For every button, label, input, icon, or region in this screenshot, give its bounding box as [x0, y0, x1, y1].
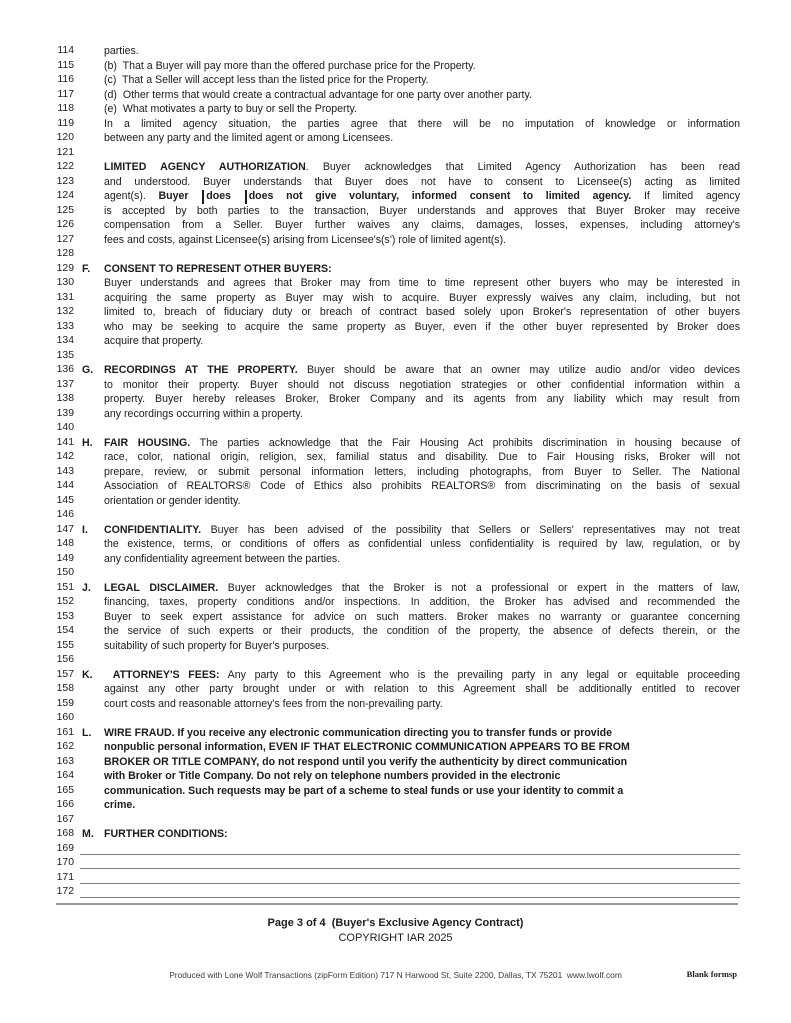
section-letter: G.: [82, 364, 94, 376]
line-number: 121: [56, 146, 74, 158]
document-line: [0, 262, 791, 277]
line-text: [104, 465, 740, 480]
document-line: [0, 175, 791, 190]
text-segment: and understood. Buyer understands that Buyer does not have to consent to Licensee(s) acting as limited: [104, 175, 740, 188]
text-segment: is accepted by both parties to the transaction, Buyer understands and approves that Buyer Broker may receive: [104, 204, 740, 217]
text-segment: (b) That a Buyer will pay more than the offered purchase price for the Property.: [104, 59, 476, 72]
document-line: [0, 160, 791, 175]
section-letter: M.: [82, 828, 94, 840]
text-segment: acquire that property.: [104, 335, 204, 347]
document-line: [0, 392, 791, 407]
line-number: 148: [56, 538, 74, 549]
document-line: [0, 668, 791, 683]
document-line: [0, 436, 791, 451]
text-segment: agent(s).: [104, 190, 159, 202]
line-number: 126: [56, 219, 74, 230]
line-text: [104, 610, 740, 625]
text-segment: the service of such experts or their products, the condition of the property, the absence of defects therein, or the: [104, 625, 740, 637]
text-segment: Buyer should be aware that an owner may utilize audio and/or video devices: [297, 364, 741, 376]
document-line: [0, 59, 791, 74]
bold-text-segment: CONSENT TO REPRESENT OTHER BUYERS:: [104, 262, 332, 275]
line-number: 132: [56, 306, 74, 317]
document-line: [0, 276, 791, 291]
footer-form-tag: Blank formsp: [686, 969, 737, 979]
text-segment: Buyer has been advised of the possibility that Sellers or Sellers' representatives may not treat: [201, 523, 740, 536]
section-letter: H.: [82, 436, 93, 449]
document-line: [0, 131, 791, 146]
footer-copyright: COPYRIGHT IAR 2025: [338, 931, 453, 944]
text-segment: race, color, national origin, religion, sex, familial status and disability. Due to Fair Housing risks, Broker will not: [104, 451, 740, 463]
line-text: [104, 523, 740, 538]
line-text: [104, 798, 740, 813]
bold-text-segment: nonpublic personal information, EVEN IF THAT ELECTRONIC COMMUNICATION APPEARS TO BE FROM: [104, 741, 630, 753]
line-text: [104, 334, 740, 349]
line-number: 166: [56, 799, 74, 810]
line-number: 137: [56, 378, 74, 390]
line-text: [104, 697, 740, 712]
section-letter: F.: [82, 262, 91, 275]
line-text: [104, 595, 740, 610]
text-segment: Buyer understands and agrees that Broker may from time to time represent other buyers who may be interested in: [104, 277, 740, 289]
line-number: 157: [56, 668, 74, 680]
document-line: [0, 334, 791, 349]
document-line: [0, 450, 791, 465]
document-line: [0, 581, 791, 596]
footer-divider: [56, 903, 738, 905]
document-line: [0, 653, 791, 668]
line-text: [104, 769, 740, 784]
text-segment: any confidentiality agreement between the parties.: [104, 552, 341, 565]
line-text: [104, 88, 740, 103]
checkbox-does[interactable]: [202, 190, 204, 204]
document-line: [0, 378, 791, 393]
line-number: 141: [56, 436, 74, 448]
document-line: [0, 102, 791, 117]
text-segment: limited to, breach of fiduciary duty or breach of contract based solely upon Broker's representation of other buyers: [104, 306, 740, 318]
blank-fill-line[interactable]: [80, 842, 740, 855]
bold-text-segment: LIMITED AGENCY AUTHORIZATION: [104, 161, 306, 173]
text-segment: Buyer acknowledges that the Broker is not a professional or expert in the matters of law,: [218, 581, 741, 594]
line-text: [104, 537, 740, 552]
line-number: 153: [56, 610, 74, 622]
document-line: [0, 610, 791, 625]
section-letter: J.: [82, 581, 91, 594]
blank-fill-line[interactable]: [80, 871, 740, 884]
document-line: [0, 755, 791, 770]
line-number: 164: [56, 770, 74, 781]
line-number: 165: [56, 784, 74, 796]
document-line: [0, 711, 791, 726]
bold-text-segment: ATTORNEY'S FEES:: [104, 668, 220, 681]
line-number: 159: [56, 697, 74, 709]
section-letter: L.: [82, 726, 92, 739]
line-text: [104, 363, 740, 378]
bold-text-segment: Buyer: [158, 190, 202, 202]
text-segment: any recordings occurring within a property.: [104, 407, 303, 420]
text-segment: Association of REALTORS® Code of Ethics also prohibits REALTORS® from discriminating on the basis of sexual: [104, 480, 740, 492]
document-line: [0, 740, 791, 755]
line-text: [104, 102, 740, 117]
line-text: [104, 392, 740, 407]
line-text: [104, 552, 740, 567]
document-line: [0, 552, 791, 567]
text-segment: . Buyer acknowledges that Limited Agency Authorization has been read: [305, 161, 741, 173]
text-segment: The parties acknowledge that the Fair Housing Act prohibits discrimination in housing because of: [190, 436, 740, 449]
line-text: [104, 189, 740, 205]
line-number: 125: [56, 204, 74, 216]
text-segment: between any party and the limited agent or among Licensees.: [104, 132, 394, 144]
bold-text-segment: communication. Such requests may be part of a scheme to steal funds or use your identity to commit a: [104, 784, 624, 797]
line-text: [104, 160, 740, 175]
line-text: [104, 291, 740, 306]
text-segment: Buyer to seek expert assistance for advice on such matters. Broker makes no warranty or guarantee concerning: [104, 610, 740, 623]
text-segment: Any party to this Agreement who is the prevailing party in any legal or equitable proceeding: [219, 668, 740, 681]
bold-text-segment: FURTHER CONDITIONS:: [104, 828, 228, 840]
footer-page-label: Page 3 of 4 (Buyer's Exclusive Agency Contract): [267, 917, 524, 929]
line-number: 161: [56, 726, 74, 738]
line-number: 129: [56, 262, 74, 274]
document-line: [0, 682, 791, 697]
line-number: 151: [56, 581, 74, 593]
line-text: [104, 407, 740, 422]
bold-text-segment: LEGAL DISCLAIMER.: [104, 581, 219, 594]
bold-text-segment: does not give voluntary, informed consent to limited agency.: [248, 190, 644, 202]
text-segment: orientation or gender identity.: [104, 494, 241, 507]
line-number: 142: [56, 451, 74, 462]
line-text: [104, 436, 740, 451]
line-number: 171: [56, 871, 74, 883]
line-number: 124: [56, 190, 74, 201]
document-line: [0, 479, 791, 494]
document-line: [0, 856, 791, 871]
document-line: [0, 595, 791, 610]
section-letter: I.: [82, 523, 88, 536]
document-line: [0, 407, 791, 422]
text-segment: against any other party brought under or with relation to this Agreement shall be additionally entitled to recover: [104, 683, 740, 695]
text-segment: property. Buyer hereby releases Broker, Broker Company and its agents from any liability which may result from: [104, 393, 740, 405]
line-text: [104, 639, 740, 654]
bold-text-segment: does: [206, 190, 244, 202]
line-text: [104, 117, 740, 132]
document-line: [0, 218, 791, 233]
document-line: [0, 363, 791, 378]
line-number: 154: [56, 625, 74, 636]
document-line: [0, 44, 791, 59]
document-line: [0, 349, 791, 364]
text-segment: suitability of such property for Buyer's purposes.: [104, 639, 330, 652]
line-text: [104, 320, 740, 335]
line-text: [104, 131, 740, 146]
line-text: [104, 494, 740, 509]
line-text: [104, 682, 740, 697]
line-number: 156: [56, 654, 74, 665]
line-text: [104, 740, 740, 755]
document-line: [0, 421, 791, 436]
line-number: 115: [57, 59, 74, 71]
document-line: [0, 508, 791, 523]
line-number: 170: [56, 857, 74, 868]
document-line: [0, 117, 791, 132]
bold-text-segment: crime.: [104, 799, 136, 811]
section-letter: K.: [82, 668, 93, 681]
document-line: [0, 73, 791, 88]
document-line: [0, 842, 791, 857]
line-number: 114: [57, 45, 74, 56]
bold-text-segment: BROKER OR TITLE COMPANY, do not respond until you verify the authenticity by direct communication: [104, 755, 628, 768]
line-text: [104, 624, 740, 639]
document-line: [0, 566, 791, 581]
text-segment: parties.: [104, 45, 139, 57]
text-segment: court costs and reasonable attorney's fees from the non-prevailing party.: [104, 697, 443, 710]
text-segment: fees and costs, against Licensee(s) arising from Licensee's(s') role of limited agent(s).: [104, 233, 507, 246]
document-line: [0, 146, 791, 161]
document-line: [0, 624, 791, 639]
document-line: [0, 813, 791, 828]
line-number: 122: [56, 161, 74, 172]
document-line: [0, 88, 791, 103]
line-number: 160: [56, 712, 74, 723]
line-number: 145: [56, 494, 74, 506]
document-line: [0, 871, 791, 886]
line-number: 163: [56, 755, 74, 767]
line-number: 150: [56, 567, 74, 578]
bold-text-segment: with Broker or Title Company. Do not rely on telephone numbers provided in the electronic: [104, 770, 561, 782]
document-line: [0, 798, 791, 813]
checkbox-does-not[interactable]: [245, 190, 247, 204]
bold-text-segment: FAIR HOUSING.: [104, 436, 191, 449]
line-text: [104, 262, 740, 277]
document-lines: [0, 44, 791, 900]
blank-fill-line[interactable]: [80, 885, 740, 898]
text-segment: If limited agency: [643, 190, 741, 202]
text-segment: prepare, review, or submit personal information letters, including photographs, from Buyer to Seller. The National: [104, 465, 740, 478]
line-text: [104, 44, 740, 59]
document-line: [0, 537, 791, 552]
text-segment: (c) That a Seller will accept less than the listed price for the Property.: [104, 74, 429, 86]
line-text: [104, 218, 740, 233]
line-number: 117: [57, 88, 74, 100]
footer-produced-by: Produced with Lone Wolf Transactions (zipForm Edition) 717 N Harwood St, Suite 2200, Dallas, TX 75201 www.lwolf.com: [169, 970, 622, 980]
line-text: [104, 581, 740, 596]
document-line: [0, 769, 791, 784]
document-line: [0, 305, 791, 320]
text-segment: compensation from a Seller. Buyer further waives any claims, damages, losses, expenses, including attorney's: [104, 219, 740, 231]
line-number: 149: [56, 552, 74, 564]
document-line: [0, 465, 791, 480]
line-number: 136: [56, 364, 74, 375]
line-number: 169: [56, 842, 74, 854]
text-segment: (e) What motivates a party to buy or sell the Property.: [104, 103, 357, 115]
line-text: [104, 59, 740, 74]
document-line: [0, 204, 791, 219]
line-number: 138: [56, 393, 74, 404]
line-text: [104, 378, 740, 393]
document-line: [0, 320, 791, 335]
line-text: [104, 305, 740, 320]
text-segment: to monitor their property. Buyer should not discuss negotiation strategies or other confidential information within a: [104, 378, 740, 391]
line-number: 158: [56, 683, 74, 694]
line-number: 168: [56, 828, 74, 839]
document-line: [0, 291, 791, 306]
line-number: 167: [56, 813, 74, 825]
text-segment: financing, taxes, property conditions and/or inspections. In addition, the Broker has advised and recommended the: [104, 596, 740, 608]
bold-text-segment: CONFIDENTIALITY.: [104, 523, 202, 536]
line-text: [104, 276, 740, 291]
text-segment: In a limited agency situation, the parties agree that there will be no imputation of knowledge or information: [104, 117, 740, 130]
line-number: 140: [56, 422, 74, 433]
line-text: [104, 726, 740, 741]
text-segment: who may be seeking to acquire the same property as Buyer, even if the other buyer represented by Broker does: [104, 320, 740, 333]
line-text: [104, 175, 740, 190]
line-text: [104, 668, 740, 683]
line-number: 139: [56, 407, 74, 419]
blank-fill-line[interactable]: [80, 856, 740, 869]
line-text: [104, 233, 740, 248]
line-number: 127: [56, 233, 74, 245]
document-line: [0, 247, 791, 262]
text-segment: (d) Other terms that would create a contractual advantage for one party over another party.: [104, 88, 532, 101]
document-line: [0, 639, 791, 654]
line-text: [104, 73, 740, 88]
line-text: [104, 755, 740, 770]
document-line: [0, 726, 791, 741]
document-line: [0, 494, 791, 509]
document-line: [0, 784, 791, 799]
document-line: [0, 189, 791, 204]
line-number: 143: [56, 465, 74, 477]
line-number: 172: [56, 886, 74, 897]
line-text: [104, 827, 740, 842]
line-number: 147: [56, 523, 74, 535]
line-text: [104, 479, 740, 494]
line-number: 155: [56, 639, 74, 651]
line-number: 162: [56, 741, 74, 752]
text-segment: the existence, terms, or conditions of offers as confidential unless confidentiality is required by law, regulation, or by: [104, 538, 740, 550]
document-line: [0, 523, 791, 538]
line-number: 119: [57, 117, 74, 129]
bold-text-segment: WIRE FRAUD. If you receive any electronic communication directing you to transfer funds or provide: [104, 726, 612, 739]
line-number: 146: [56, 509, 74, 520]
document-line: [0, 697, 791, 712]
line-number: 144: [56, 480, 74, 491]
line-text: [104, 204, 740, 219]
line-number: 120: [56, 132, 74, 143]
line-text: [104, 784, 740, 799]
line-number: 118: [57, 103, 74, 114]
line-number: 123: [56, 175, 74, 187]
document-line: [0, 233, 791, 248]
bold-text-segment: RECORDINGS AT THE PROPERTY.: [104, 364, 298, 376]
document-line: [0, 827, 791, 842]
line-number: 133: [56, 320, 74, 332]
line-number: 152: [56, 596, 74, 607]
line-number: 134: [56, 335, 74, 346]
line-number: 130: [56, 277, 74, 288]
line-number: 128: [56, 248, 74, 259]
line-text: [104, 450, 740, 465]
line-number: 116: [57, 74, 74, 85]
line-number: 131: [56, 291, 74, 303]
text-segment: acquiring the same property as Buyer may wish to acquire. Buyer expressly waives any claim, including, but not: [104, 291, 740, 304]
line-number: 135: [56, 349, 74, 361]
document-line: [0, 885, 791, 900]
